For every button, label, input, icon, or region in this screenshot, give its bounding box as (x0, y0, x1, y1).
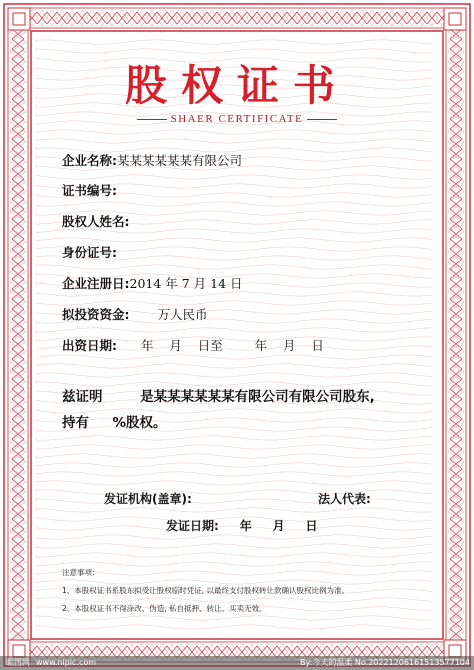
issue-date: 发证日期: 年 月 日 (166, 519, 318, 533)
notes-item-2: 2、本股权证书不得涂改、伪造, 私自抵押、转让、买卖无效。 (62, 604, 267, 613)
id-label: 身份证号: (62, 245, 117, 260)
notes-item-1: 1、本股权证书系股东拟受让股权临时凭证, 以最终支付股权转让款确认股权比例为准。 (62, 586, 350, 595)
issuer-label: 发证机构(盖章): (104, 492, 192, 506)
reg-date-value: 2014 年 7 月 14 日 (129, 276, 243, 291)
company-label: 企业名称: (62, 153, 117, 168)
guilloche-background (36, 40, 432, 629)
legal-rep-label: 法人代表: (318, 492, 371, 506)
company-field (62, 152, 242, 170)
frame-corner-1 (444, 8, 466, 30)
investment-field (62, 306, 208, 324)
footer-author-id: By:今天的温柔 No.20221206161513577104 (300, 658, 470, 667)
reg-date-field (62, 275, 243, 293)
investment-label: 拟投资资金: (62, 307, 130, 322)
subtitle-rule-left (137, 119, 167, 120)
cert-no-label: 证书编号: (62, 183, 117, 198)
holder-label: 股权人姓名: (62, 214, 130, 229)
frame-corner-0 (8, 8, 30, 30)
company-value: 某某某某某某有限公司 (117, 153, 243, 168)
subtitle-rule-right (307, 119, 337, 120)
footer-site-url: www.nipic.com (36, 658, 97, 667)
watermark-footer (0, 656, 474, 670)
investment-value: 万人民币 (157, 307, 208, 322)
contribution-value: 年 月 日至 年 月 日 (141, 338, 324, 353)
subtitle-text: SHAER CERTIFICATE (170, 113, 304, 125)
reg-date-label: 企业注册日: (62, 276, 130, 291)
contribution-label: 出资日期: (62, 338, 117, 353)
statement-line-2: 持有 %股权。 (62, 415, 167, 431)
statement-line-1: 兹证明 是某某某某某某有限公司有限公司股东, (62, 389, 375, 405)
id-field (62, 244, 117, 262)
cert-no-field (62, 182, 117, 200)
notes-heading: 注意事项: (62, 568, 95, 577)
certificate-subtitle (0, 112, 474, 126)
certificate-title: 股权证书 (124, 61, 349, 110)
holder-field (62, 213, 130, 231)
footer-site-name: 昵图网 (6, 658, 30, 667)
contribution-field (62, 337, 324, 355)
